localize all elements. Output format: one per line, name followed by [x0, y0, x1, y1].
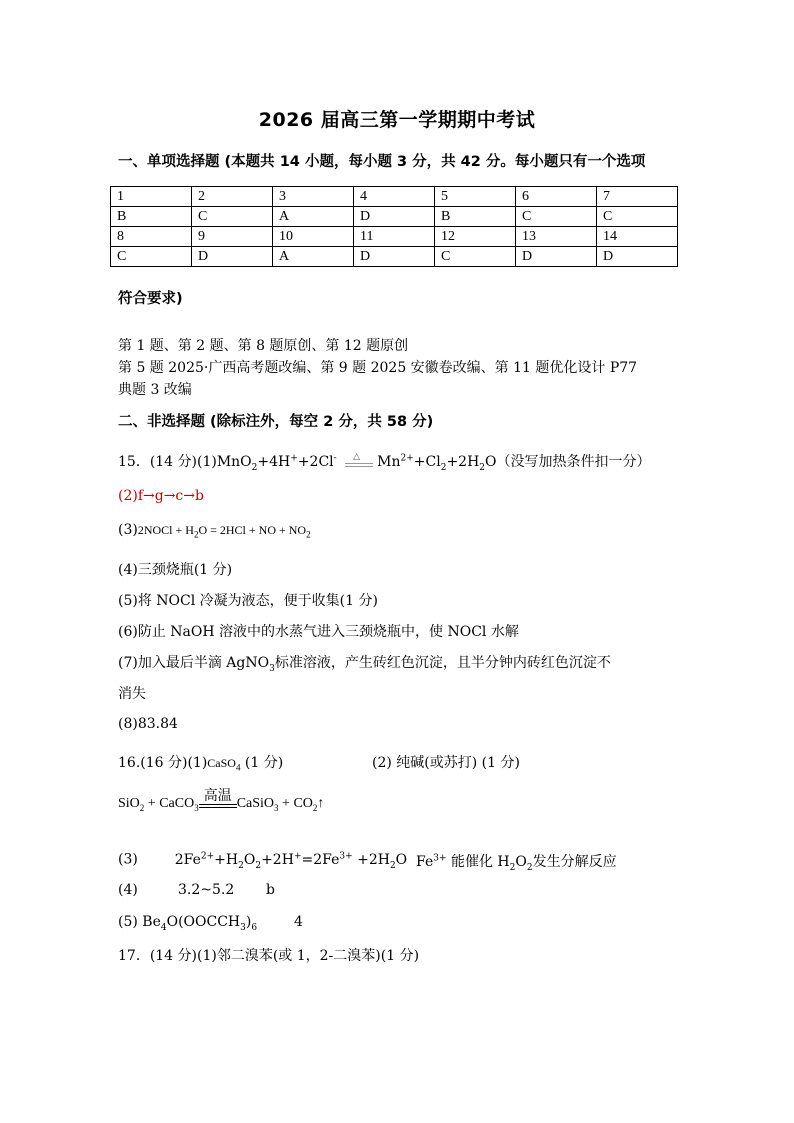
- table-cell: 9: [192, 227, 273, 247]
- table-cell: D: [354, 247, 435, 267]
- superscript: -: [333, 453, 337, 464]
- formula-part: + CO: [278, 796, 313, 812]
- text-part: 能催化 H: [446, 854, 510, 870]
- subscript: 2: [238, 860, 244, 871]
- subscript: 2: [389, 860, 396, 871]
- section2-heading: 二、非选择题 (除标注外，每空 2 分，共 58 分): [118, 414, 434, 430]
- table-cell: 14: [597, 227, 678, 247]
- formula-part: +4H: [257, 454, 291, 470]
- q15-answer-7: [118, 652, 611, 674]
- formula-part: SiO: [118, 796, 140, 812]
- subscript: 2: [479, 462, 486, 473]
- subscript: 6: [251, 922, 258, 933]
- formula-part: +2H: [446, 454, 480, 470]
- q15-equation-3: [137, 523, 311, 540]
- table-cell: C: [516, 207, 597, 227]
- q15-answer-6: (6)防止 NaOH 溶液中的水蒸气进入三颈烧瓶中，使 NOCl 水解: [118, 624, 519, 640]
- formula-part: O: [243, 851, 256, 868]
- table-cell: C: [435, 247, 516, 267]
- formula-part: =2Fe: [301, 851, 340, 868]
- table-cell: 2: [192, 187, 273, 207]
- table-cell: 3: [273, 187, 354, 207]
- formula-part: +2H: [352, 851, 390, 868]
- subscript: 2: [139, 803, 145, 813]
- superscript: 3+: [339, 851, 353, 861]
- high-temperature-condition: [199, 788, 237, 813]
- text-part: (1 分): [240, 755, 284, 771]
- q16-answer-2: (2) 纯碱(或苏打) (1 分): [372, 755, 520, 771]
- answer-table: [110, 186, 678, 267]
- subscript: 3: [274, 803, 279, 813]
- formula-part: O（没写加热条件扣一分）: [485, 454, 651, 470]
- formula-part: CaSO: [207, 756, 236, 770]
- subscript: 4: [160, 922, 167, 933]
- subscript: 4: [235, 762, 241, 773]
- q15-answer-5: (5)将 NOCl 冷凝为液态，便于收集(1 分): [118, 593, 378, 609]
- q15-answer-4: (4)三颈烧瓶(1 分): [118, 562, 233, 578]
- gas-arrow: ↑: [317, 796, 325, 812]
- table-cell: 8: [111, 227, 192, 247]
- formula-part: O: [395, 851, 408, 868]
- q15-answer-3: [118, 522, 311, 539]
- q16-answer-1: [118, 752, 283, 772]
- subscript: 3: [240, 922, 246, 933]
- q16-answer-4: [118, 882, 138, 898]
- q15-answer-8: (8)83.84: [118, 716, 178, 732]
- heating-condition-arrow: [341, 454, 377, 470]
- condition-label: 高温: [203, 788, 232, 804]
- subscript: 3: [194, 803, 199, 813]
- formula-part: CaSiO: [236, 796, 275, 812]
- superscript: +: [293, 851, 302, 861]
- table-cell: 7: [597, 187, 678, 207]
- formula-part: O = 2HCl + NO + NO: [198, 523, 307, 537]
- q16-answer-3: [118, 851, 407, 870]
- q16-answer-5b: 4: [294, 914, 303, 930]
- table-row: [111, 187, 678, 207]
- table-cell: 12: [435, 227, 516, 247]
- q15-answer-2: (2)f→g→c→b: [118, 488, 204, 504]
- subscript: 2: [312, 803, 318, 813]
- subscript: 2: [526, 862, 533, 873]
- subscript: 3: [269, 663, 275, 674]
- section1-heading: 一、单项选择题 (本题共 14 小题，每小题 3 分，共 42 分。每小题只有一个选项: [118, 154, 646, 170]
- superscript: 2+: [400, 453, 414, 464]
- q16-high-temp-equation: [118, 788, 324, 813]
- table-cell: A: [273, 207, 354, 227]
- table-row: [111, 207, 678, 227]
- subscript: 2: [193, 529, 199, 540]
- q15-answer-7-continued: 消失: [118, 686, 146, 702]
- answer-label: (3): [118, 851, 138, 868]
- formula-part: +Cl: [413, 454, 441, 470]
- q16-ionic-equation: [174, 851, 408, 871]
- subscript: 2: [509, 862, 516, 873]
- text-part: (7)加入最后半滴 AgNO: [118, 655, 270, 671]
- q15-reactants: 15．(14 分)(1)MnO: [118, 454, 252, 470]
- formula-part: +H: [214, 851, 239, 868]
- source-note-3: 典题 3 改编: [118, 382, 192, 398]
- table-cell: A: [273, 247, 354, 267]
- text-part: 发生分解反应: [532, 854, 617, 870]
- superscript: 3+: [433, 853, 447, 864]
- formula-part: 2Fe: [174, 851, 201, 868]
- superscript: 2+: [200, 851, 215, 861]
- q16-answer-5: [118, 914, 257, 933]
- formula-part: Mn: [377, 454, 401, 470]
- source-note-2: 第 5 题 2025·广西高考题改编、第 9 题 2025 安徽卷改编、第 11 题优化设计 P77: [118, 360, 638, 376]
- subscript: 2: [251, 462, 258, 473]
- heat-symbol: △: [353, 452, 361, 462]
- formula-part: + CaCO: [144, 796, 195, 812]
- subscript: 2: [255, 860, 262, 871]
- subscript: 2: [306, 529, 311, 540]
- q16-answer-3b: [416, 851, 617, 873]
- table-cell: 10: [273, 227, 354, 247]
- table-cell: D: [597, 247, 678, 267]
- q15-answer-1: [118, 451, 651, 473]
- formula-part: Fe: [416, 854, 434, 870]
- table-cell: D: [192, 247, 273, 267]
- table-cell: D: [354, 207, 435, 227]
- formula-part: O: [515, 854, 527, 870]
- source-note-1: 第 1 题、第 2 题、第 8 题原创、第 12 题原创: [118, 338, 409, 354]
- table-cell: 4: [354, 187, 435, 207]
- page-title: 2026 届高三第一学期期中考试: [258, 109, 536, 131]
- table-cell: 6: [516, 187, 597, 207]
- caso4-formula: [207, 756, 241, 773]
- text-part: 标准溶液，产生砖红色沉淀，且半分钟内砖红色沉淀不: [274, 655, 611, 671]
- table-cell: C: [192, 207, 273, 227]
- table-cell: B: [111, 207, 192, 227]
- formula-part: 2NOCl + H: [137, 523, 194, 537]
- table-cell: B: [435, 207, 516, 227]
- table-cell: C: [111, 247, 192, 267]
- table-cell: D: [516, 247, 597, 267]
- table-row: [111, 227, 678, 247]
- answer-label: (3): [118, 522, 138, 538]
- text-part: 16.(16 分)(1): [118, 755, 208, 771]
- q16-answer-4b: b: [266, 882, 275, 898]
- superscript: +: [290, 453, 298, 464]
- answer-label: (4): [118, 882, 138, 898]
- formula-part: (5) Be: [118, 914, 161, 930]
- formula-part: +2H: [261, 851, 294, 868]
- table-row: [111, 247, 678, 267]
- table-cell: 13: [516, 227, 597, 247]
- q17-answer-1: 17．(14 分)(1)邻二溴苯(或 1，2-二溴苯)(1 分): [118, 948, 420, 964]
- section1-heading-continued: 符合要求): [118, 291, 183, 307]
- table-cell: C: [597, 207, 678, 227]
- subscript: 2: [440, 462, 447, 473]
- formula-part: +2Cl: [297, 454, 334, 470]
- formula-part: ): [245, 914, 252, 930]
- q16-answer-4a: 3.2~5.2: [178, 882, 235, 898]
- formula-part: O(OOCCH: [166, 914, 241, 930]
- table-cell: 11: [354, 227, 435, 247]
- table-cell: 5: [435, 187, 516, 207]
- table-cell: 1: [111, 187, 192, 207]
